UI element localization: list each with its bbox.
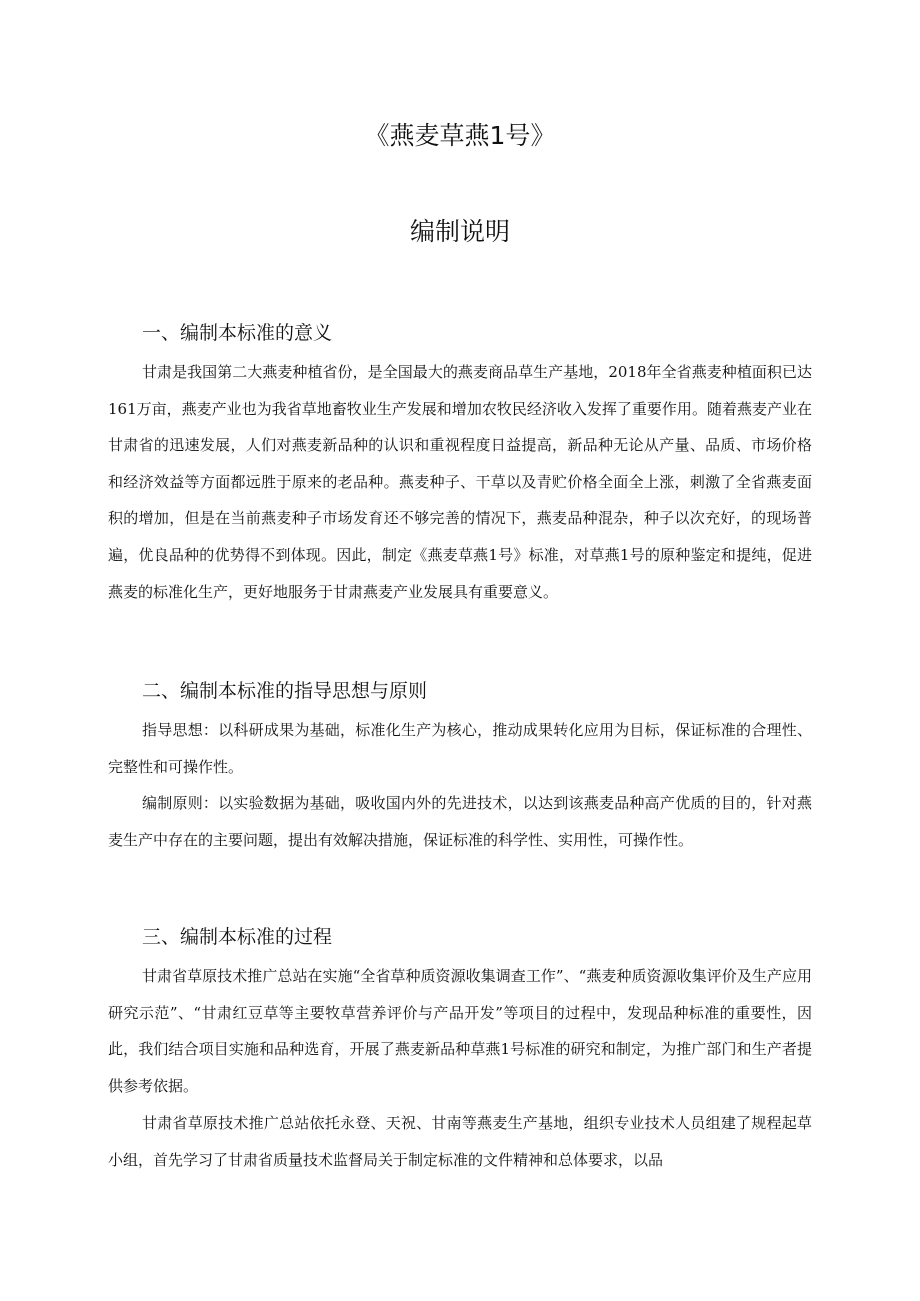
document-title: 《燕麦草燕1号》 xyxy=(364,121,556,150)
section-heading-3: 三、编制本标准的过程 xyxy=(142,926,333,948)
section-1-paragraph-1: 甘肃是我国第二大燕麦种植省份，是全国最大的燕麦商品草生产基地，2018年全省燕麦种植面积已达161万亩，燕麦产业也为我省草地畜牧业生产发展和增加农牧民经济收入发挥了重要作用。随着燕麦产业在甘肃省的迅速发展，人们对燕麦新品种的认识和重视程度日益提高，新品种无论从产量、品质、市场价格和经济效益等方面都远胜于原来的老品种。燕麦种子、干草以及青贮价格全面全上涨，刺激了全省燕麦面积的增加，但是在当前燕麦种子市场发育还不够完善的情况下，燕麦品种混杂，种子以次充好，的现场普遍，优良品种的优势得不到体现。因此，制定《燕麦草燕1号》标准，对草燕1号的原种鉴定和提纯，促进燕麦的标准化生产，更好地服务于甘肃燕麦产业发展具有重要意义。 xyxy=(108,363,812,601)
section-heading-1: 一、编制本标准的意义 xyxy=(142,322,333,344)
section-3-paragraph-2: 甘肃省草原技术推广总站依托永登、天祝、甘南等燕麦生产基地，组织专业技术人员组建了规程起草小组，首先学习了甘肃省质量技术监督局关于制定标准的文件精神和总体要求，以品 xyxy=(108,1114,812,1169)
document-subtitle: 编制说明 xyxy=(409,217,510,246)
section-2-paragraph-1: 指导思想：以科研成果为基础，标准化生产为核心，推动成果转化应用为目标，保证标准的合理性、完整性和可操作性。 xyxy=(108,721,812,776)
section-3-paragraph-1: 甘肃省草原技术推广总站在实施“全省草种质资源收集调查工作”、“燕麦种质资源收集评价及生产应用研究示范”、“甘肃红豆草等主要牧草营养评价与产品开发”等项目的过程中，发现品种标准的重要性，因此，我们结合项目实施和品种选育，开展了燕麦新品种草燕1号标准的研究和制定，为推广部门和生产者提供参考依据。 xyxy=(108,967,812,1095)
section-heading-2: 二、编制本标准的指导思想与原则 xyxy=(142,680,428,702)
section-2-paragraph-2: 编制原则：以实验数据为基础，吸收国内外的先进技术，以达到该燕麦品种高产优质的目的，针对燕麦生产中存在的主要问题，提出有效解决措施，保证标准的科学性、实用性，可操作性。 xyxy=(108,794,812,849)
